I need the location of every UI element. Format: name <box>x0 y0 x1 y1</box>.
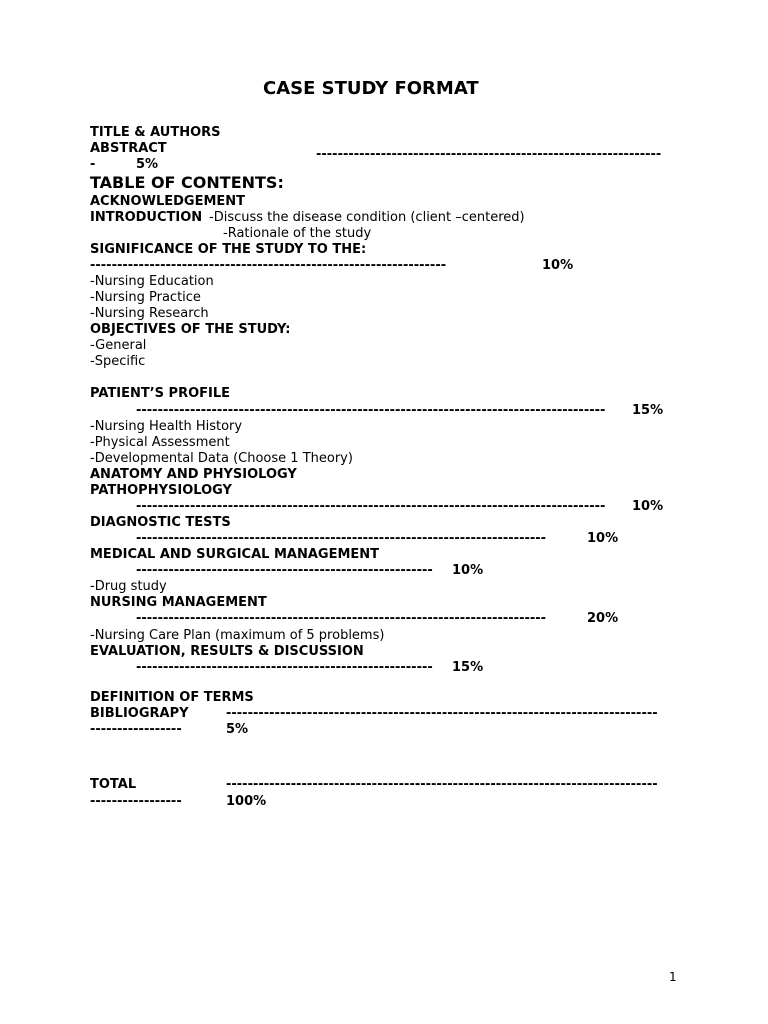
diagnostic-tests-heading: DIAGNOSTIC TESTS <box>90 515 231 530</box>
total-dashes-continued: ----------------- <box>90 794 182 809</box>
acknowledgement-heading: ACKNOWLEDGEMENT <box>90 194 246 209</box>
list-item: -Nursing Research <box>90 306 209 321</box>
objectives-heading: OBJECTIVES OF THE STUDY: <box>90 322 291 337</box>
abstract-percentage: 5% <box>136 157 159 172</box>
diagnostic-tests-dashes: ---------------------------------------------------------------------------- <box>136 531 547 546</box>
significance-dashes: ------------------------------------------------------------------ <box>90 258 447 273</box>
page-title: CASE STUDY FORMAT <box>263 78 479 99</box>
medical-surgical-dashes: ------------------------------------------------------- <box>136 563 433 578</box>
list-item: -Developmental Data (Choose 1 Theory) <box>90 451 353 466</box>
patient-profile-percentage: 15% <box>632 403 664 418</box>
pathophysiology-dashes: --------------------------------------------------------------------------------------- <box>136 499 606 514</box>
pathophysiology-heading: PATHOPHYSIOLOGY <box>90 483 232 498</box>
evaluation-percentage: 15% <box>452 660 484 675</box>
nursing-management-heading: NURSING MANAGEMENT <box>90 595 267 610</box>
evaluation-heading: EVALUATION, RESULTS & DISCUSSION <box>90 644 364 659</box>
abstract-heading: ABSTRACT <box>90 141 167 156</box>
table-of-contents-heading: TABLE OF CONTENTS: <box>90 173 284 192</box>
patient-profile-dashes: --------------------------------------------------------------------------------------- <box>136 403 606 418</box>
anatomy-heading: ANATOMY AND PHYSIOLOGY <box>90 467 297 482</box>
abstract-dashes-continued: - <box>90 157 96 172</box>
list-item: -Nursing Health History <box>90 419 243 434</box>
abstract-dashes: ---------------------------------------------------------------- <box>316 147 662 162</box>
diagnostic-tests-percentage: 10% <box>587 531 619 546</box>
definition-of-terms-heading: DEFINITION OF TERMS <box>90 690 254 705</box>
significance-heading: SIGNIFICANCE OF THE STUDY TO THE: <box>90 242 367 257</box>
nursing-management-dashes: ---------------------------------------------------------------------------- <box>136 611 547 626</box>
total-heading: TOTAL <box>90 777 137 792</box>
page-number: 1 <box>669 970 677 984</box>
evaluation-dashes: ------------------------------------------------------- <box>136 660 433 675</box>
patient-profile-heading: PATIENT’S PROFILE <box>90 386 231 401</box>
nursing-management-percentage: 20% <box>587 611 619 626</box>
total-dashes: -------------------------------------------------------------------------------- <box>226 777 658 792</box>
bibliography-dashes-continued: ----------------- <box>90 722 182 737</box>
significance-percentage: 10% <box>542 258 574 273</box>
list-item: -Nursing Education <box>90 274 214 289</box>
medical-surgical-percentage: 10% <box>452 563 484 578</box>
total-percentage: 100% <box>226 794 267 809</box>
list-item: -Physical Assessment <box>90 435 230 450</box>
list-item: -Specific <box>90 354 146 369</box>
list-item: -General <box>90 338 147 353</box>
title-authors-heading: TITLE & AUTHORS <box>90 125 221 140</box>
introduction-line-2: -Rationale of the study <box>223 226 372 241</box>
list-item: -Nursing Care Plan (maximum of 5 problems) <box>90 628 385 643</box>
list-item: -Drug study <box>90 579 167 594</box>
bibliography-dashes: -------------------------------------------------------------------------------- <box>226 706 658 721</box>
introduction-line-1: -Discuss the disease condition (client –centered) <box>209 210 525 225</box>
introduction-heading: INTRODUCTION <box>90 210 203 225</box>
pathophysiology-percentage: 10% <box>632 499 664 514</box>
list-item: -Nursing Practice <box>90 290 201 305</box>
bibliography-percentage: 5% <box>226 722 249 737</box>
bibliography-heading: BIBLIOGRAPY <box>90 706 189 721</box>
medical-surgical-heading: MEDICAL AND SURGICAL MANAGEMENT <box>90 547 380 562</box>
